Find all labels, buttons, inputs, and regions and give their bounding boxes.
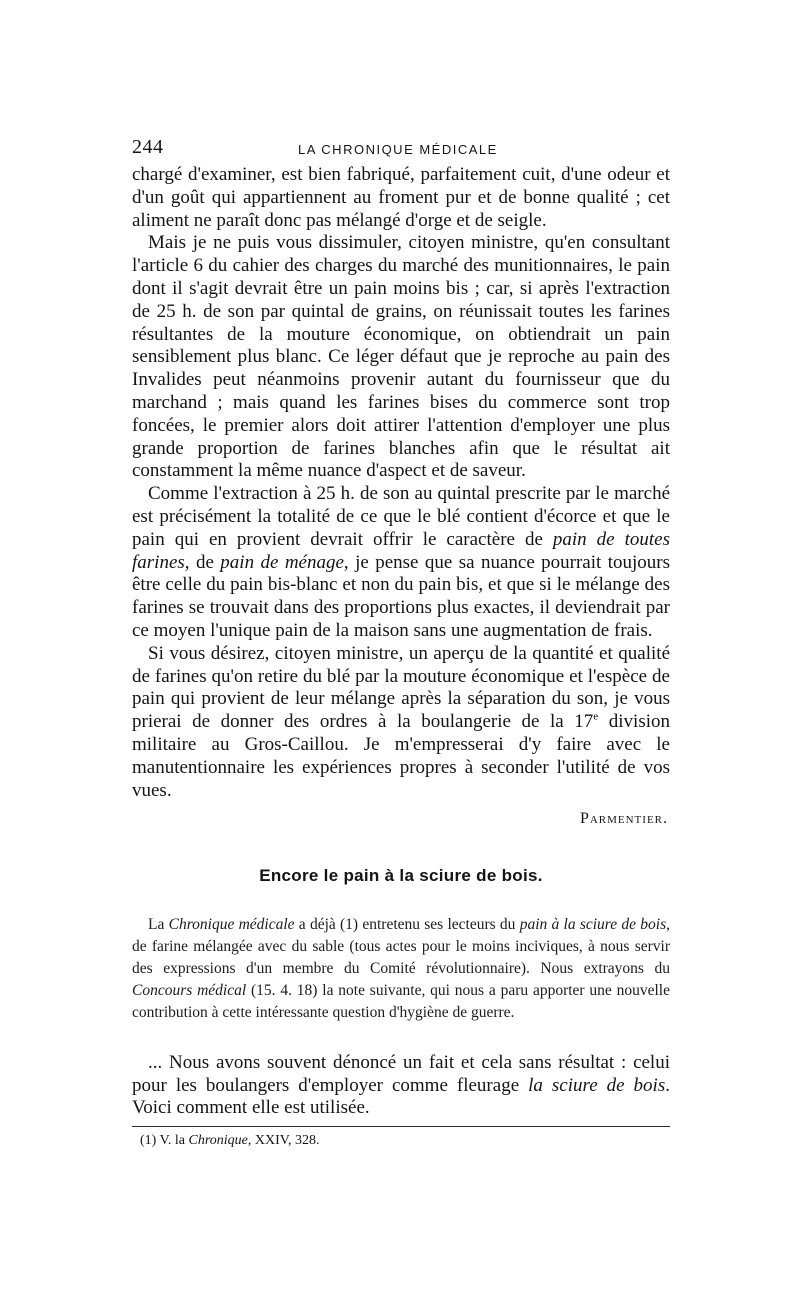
letter-body xyxy=(132,164,670,830)
paragraph-3 xyxy=(132,483,670,643)
paragraph-1: chargé d'examiner, est bien fabriqué, parfaitement cuit, d'une odeur et d'un goût qui appartiennent au froment pur et de bonne qualité ; cet aliment ne paraît donc pas mélangé d'orge et de seigle. xyxy=(132,164,670,231)
paragraph-3-text-b: , de xyxy=(184,551,221,573)
section-title: Encore le pain à la sciure de bois. xyxy=(259,866,543,886)
quote-text-a: ... Nous avons souvent dénoncé un fait et cela sans résultat : celui pour les boulangers d'employer comme fleurage xyxy=(132,1052,670,1096)
quoted-note xyxy=(132,1052,670,1120)
section-intro xyxy=(132,914,670,1024)
paragraph-4-text-b: division militaire au Gros-Caillou. Je m'empresserai d'y faire avec le manutentionnaire les expériences propres à seconder l'utilité de vos vues. xyxy=(132,711,670,801)
footnote xyxy=(132,1131,670,1151)
paragraph-2: Mais je ne puis vous dissimuler, citoyen ministre, qu'en consultant l'article 6 du cahier des charges du marché des munitionnaires, le pain dont il s'agit devrait être un pain moins bis ; car, si après l'extraction de 25 h. de son par quintal de grains, on réunissait toutes les farines résultantes de la mouture économique, on obtiendrait un pain sensiblement plus blanc. Ce léger défaut que je reproche au pain des Invalides peut néanmoins provenir autant du fournisseur que du marchand ; mais quand les farines bises du commerce sont trop foncées, le premier alors doit attirer l'attention d'employer une plus grande proportion de farines blanches afin que le résultat ait constamment la même nuance d'aspect et de saveur. xyxy=(132,232,670,482)
footnote-text-a: (1) V. la xyxy=(140,1132,189,1148)
paragraph-3-italic-1: pain de toutes farines xyxy=(132,528,670,573)
running-header xyxy=(132,130,670,164)
signature: Parmentier. xyxy=(579,810,668,828)
intro-text-b: a déjà (1) entretenu ses lecteurs du xyxy=(294,916,520,934)
paragraph-4 xyxy=(132,643,670,803)
quote-text-b: . Voici comment elle est utilisée. xyxy=(132,1074,670,1119)
paragraph-3-text-a: Comme l'extraction à 25 h. de son au quintal prescrite par le marché est précisément la totalité de ce que le blé contient d'écorce et que le pain qui en provient devrait offrir le caractère de xyxy=(132,483,670,550)
intro-text-a: La xyxy=(148,916,169,934)
intro-italic-1: Chronique médicale xyxy=(168,916,295,934)
intro-italic-2: pain à la sciure de bois xyxy=(519,916,667,934)
footnote-text-b: , XXIV, 328. xyxy=(247,1132,320,1148)
journal-title: LA CHRONIQUE MÉDICALE xyxy=(298,142,498,157)
page-number: 244 xyxy=(132,136,164,158)
document-page xyxy=(132,130,670,1151)
quote-paragraph xyxy=(132,1052,670,1120)
paragraph-3-italic-2: pain de ménage xyxy=(220,551,344,573)
paragraph-4-text-a: Si vous désirez, citoyen ministre, un aperçu de la quantité et qualité de farines qu'on retire du blé par la mouture économique et l'espèce de pain qui provient de leur mélange après la séparation du son, je vous prierai de donner des ordres à la boulangerie de la 17 xyxy=(132,642,670,733)
paragraph-3-text-c: , je pense que sa nuance pourrait toujours être celle du pain bis-blanc et non du pain bis, et que si le mélange des farines se trouvait dans des proportions plus exactes, il deviendrait par ce moyen l'unique pain de la maison sans une augmentation de frais. xyxy=(132,551,670,641)
quote-italic: la sciure de bois xyxy=(528,1074,666,1096)
footnote-italic: Chronique xyxy=(188,1132,248,1148)
footnote-divider xyxy=(132,1126,670,1127)
intro-italic-3: Concours médical xyxy=(132,982,247,1000)
intro-text-c: , de farine mélangée avec du sable (tous actes pour le moins inciviques, à nous servir des expressions d'un membre du Comité révolutionnaire). Nous extrayons du xyxy=(132,916,670,978)
intro-text-d: (15. 4. 18) la note suivante, qui nous a paru apporter une nouvelle contribution à cette intéressante question d'hygiène de guerre. xyxy=(132,982,670,1022)
ordinal-superscript: e xyxy=(593,710,599,723)
intro-paragraph xyxy=(132,914,670,1024)
